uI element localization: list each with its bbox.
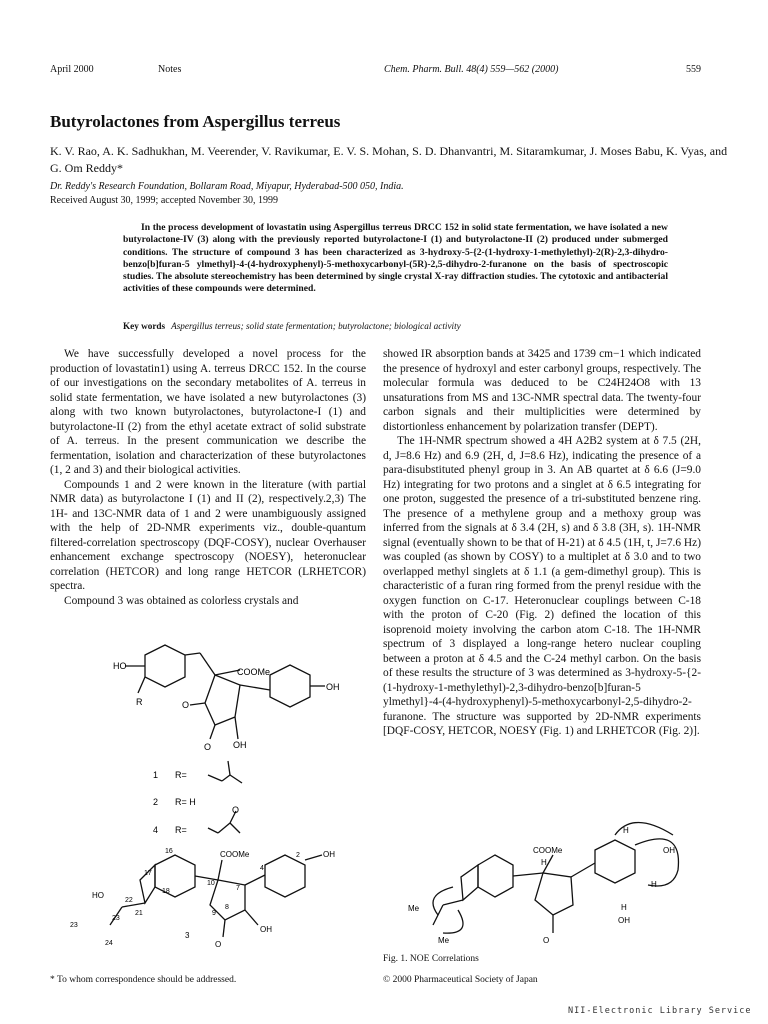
figure-1-caption: Fig. 1. NOE Correlations: [383, 954, 479, 964]
ho-label: HO: [92, 891, 104, 900]
header-date: April 2000: [50, 64, 94, 75]
library-service-watermark: NII-Electronic Library Service: [568, 1006, 752, 1016]
r-equals-label: R=: [175, 770, 187, 780]
copyright-notice: © 2000 Pharmaceutical Society of Japan: [383, 975, 538, 985]
affiliation: Dr. Reddy's Research Foundation, Bollaram Road, Miyapur, Hyderabad-500 050, India.: [50, 181, 404, 192]
compound-3-structure: [60, 845, 360, 955]
compound-3-number: 3: [185, 931, 190, 940]
compound-1-number: 1: [153, 770, 159, 780]
corresponding-author-footnote: * To whom correspondence should be addressed.: [50, 975, 237, 985]
atom-number: 23: [70, 922, 78, 929]
epoxide-o-label: O: [232, 805, 240, 815]
body-paragraph: showed IR absorption bands at 3425 and 1739 cm−1 which indicated the presence of hydroxyl and ester carbonyl groups, respectively. The molecular formula was deduced to be C24H24O8 with 13 unsaturations from MS and 13C-NMR spectral data. The twenty-four carbon signals and their multiplicities were determined by distortionless enhancement by polarization transfer (DEPT).: [383, 348, 701, 433]
received-dates: Received August 30, 1999; accepted November 30, 1999: [50, 195, 278, 206]
header-page-number: 559: [686, 64, 701, 75]
coome-label: COOMe: [237, 667, 271, 677]
keywords-text: Aspergillus terreus; solid state fermentation; butyrolactone; biological activity: [171, 321, 461, 331]
r-equals-label: R=: [175, 825, 187, 835]
oh-label: OH: [260, 925, 272, 934]
body-paragraph: Compounds 1 and 2 were known in the literature (with partial NMR data) as butyrolactone I (1) and II (2), respectively.2,3) The 1H- and 13C-NMR data of 1 and 2 were unambiguously assigned with the help of 2D-NMR experiments viz., double-quantum filtered-correlation spectroscopy (DQF-COSY), nuclear Overhauser enhancement exchange spectroscopy (NOESY), heteronuclear correlation (HETCOR) and long range HETCOR (LRHETCOR) spectra.: [50, 478, 366, 592]
oh-label: OH: [663, 846, 675, 855]
h-label: H: [621, 903, 627, 912]
atom-number: 8: [225, 904, 229, 911]
atom-number: 21: [135, 910, 143, 917]
me-label: Me: [438, 936, 450, 945]
paper-title: Butyrolactones from Aspergillus terreus: [50, 112, 341, 131]
r-label: R: [136, 697, 143, 707]
author-list: K. V. Rao, A. K. Sadhukhan, M. Veerender, V. Ravikumar, E. V. S. Mohan, S. D. Dhanvantri, M. Sitaramkumar, J. Moses Babu, K. Vyas, and G. Om Reddy*: [50, 144, 728, 175]
atom-number: 17: [144, 870, 152, 877]
carbonyl-o-label: O: [215, 940, 222, 949]
r-h-label: R= H: [175, 797, 196, 807]
coome-label: COOMe: [533, 846, 563, 855]
atom-number: 16: [165, 848, 173, 855]
header-journal: Chem. Pharm. Bull. 48(4) 559—562 (2000): [384, 64, 559, 75]
me-label: Me: [408, 904, 420, 913]
left-column: [50, 347, 366, 608]
atom-number: 9: [212, 910, 216, 917]
atom-number: 22: [125, 897, 133, 904]
body-paragraph: The 1H-NMR spectrum showed a 4H A2B2 system at δ 7.5 (2H, d, J=8.6 Hz) and 6.9 (2H, d, J=8.6 Hz), indicating the presence of a para-disubstituted phenyl group in 3. An AB quartet at δ 6.6 (J=9.0 Hz) integrating for two protons and a singlet at δ 6.5 integrating for one proton, suggested the presence of a tri-substituted benzene ring. The presence of a methylene group and a methoxy group was inferred from the signals at δ 3.4 (2H, s) and δ 3.8 (3H, s). 1H-NMR signal (eventually shown to be that of H-21) at δ 4.5 (1H, t, J=7.6 Hz) was coupled (as shown by COSY) to a multiplet at δ 3.0 and to two overlapped methyl singlets at δ 1.1 (a gem-dimethyl group). This is characteristic of a furan ring formed from the prenyl residue with the oxygen function on C-17. Heteronuclear couplings between C-18 with the proton of C-20 (Fig. 2) defined the location of this isoprenoid moiety involving the carbon atom C-18. The 1H-NMR spectrum of 3 displayed a long-range hetero nuclear coupling between a proton at δ 4.5 and the C-24 methyl carbon. On the basis of these results the structure of 3 was determined as 3-hydroxy-5-{2-(1-hydroxy-1-methylethyl)-2,3-dihydro-benzo[b]furan-5 ylmethyl}-4-(4-hydroxyphenyl)-5-methoxycarbonyl-2,5-dihydro-2-furanone. The structure was supported by 2D-NMR experiments [DQF-COSY, HETCOR, NOESY (Fig. 1) and LRHETCOR (Fig. 2)].: [383, 435, 702, 737]
atom-number: 7: [236, 885, 240, 892]
atom-number: 4: [260, 865, 264, 872]
body-paragraph: We have successfully developed a novel process for the production of lovastatin1) using A. terreus DRCC 152. In the course of our investigations on the secondary metabolites of A. terreus in solid state fermentation, we have isolated a new butyrolactones (3) along with two known butyrolactones, butyrolactone-I (1) and butyrolactone-II (2) from the ethyl acetate extract of solid substrate of A. terreus. In the present communication we describe the fermentation, isolation and characterization of these butyrolactones (1, 2 and 3) and their biological activities.: [50, 348, 366, 476]
atom-number: 2: [296, 852, 300, 859]
oh-label: OH: [323, 850, 335, 859]
butyrolactone-1-2-4-structure: [100, 635, 370, 865]
abstract: In the process development of lovastatin using Aspergillus terreus DRCC 152 in solid state fermentation, we have isolated a new butyrolactone-IV (3) along with the previously reported butyrolactone-I (1) and butyrolactone-II (2) produced under submerged conditions. The structure of compound 3 has been characterized as 3-hydroxy-5-{2-(1-hydroxy-1-methylethyl)-2(R)-2,3-dihydro-benzo[b]furan-5 ylmethyl}-4-(4-hydroxyphenyl)-5-methoxycarbonyl-(5R)-2,5-dihydro-2-furanone on the basis of spectroscopic studies. The absolute stereochemistry has been determined by single crystal X-ray diffraction studies. The cytotoxic and antibacterial activities of these compounds were determined.: [123, 222, 668, 295]
keywords-label: Key words: [123, 321, 166, 331]
body-paragraph: Compound 3 was obtained as colorless crystals and: [64, 594, 299, 607]
atom-number: 10: [207, 880, 215, 887]
keywords: [123, 321, 461, 331]
carbonyl-o-label: O: [204, 742, 212, 752]
atom-number: 18: [162, 888, 170, 895]
header-section: Notes: [158, 64, 182, 75]
compound-2-number: 2: [153, 797, 159, 807]
noe-correlation-figure: [383, 815, 703, 955]
coome-label: COOMe: [220, 850, 250, 859]
h-label: H: [651, 880, 657, 889]
h-label: H: [623, 826, 629, 835]
ring-o-label: O: [182, 700, 190, 710]
atom-number: 23: [112, 915, 120, 922]
oh-label: OH: [326, 682, 340, 692]
compound-4-number: 4: [153, 825, 159, 835]
oh-label: OH: [618, 916, 630, 925]
carbonyl-o-label: O: [543, 936, 550, 945]
oh-label: OH: [233, 740, 247, 750]
atom-number: 24: [105, 940, 113, 947]
h-label: H: [541, 858, 547, 867]
right-column: [383, 347, 701, 739]
ho-label: HO: [113, 661, 127, 671]
